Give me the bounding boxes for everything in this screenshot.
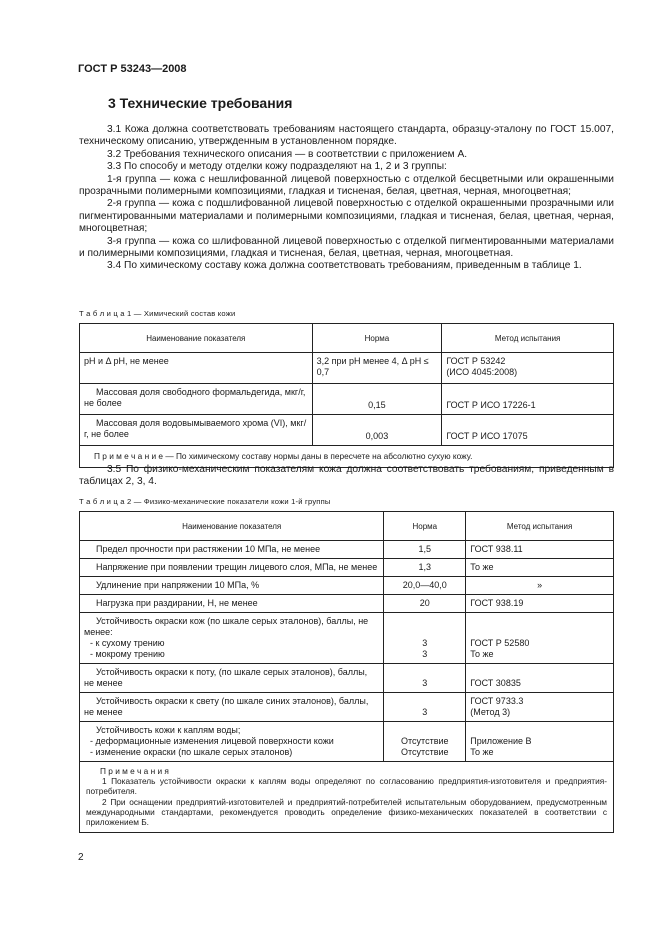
column-header: Метод испытания [466,512,614,541]
table1-caption: Т а б л и ц а 1 — Химический состав кожи [79,309,236,318]
table-row [80,559,614,577]
table-cell: ГОСТ 938.19 [466,595,614,613]
table-row [80,353,614,384]
table-notes [80,762,614,833]
table-notes-row [80,762,614,833]
table-cell: 0,003 [312,415,442,446]
sub-item: - деформационные изменения лицевой поверхности кожи [90,736,334,746]
table-cell: 3 [384,664,466,693]
table2-caption: Т а б л и ц а 2 — Физико-механические показатели кожи 1-й группы [79,497,331,506]
sub-value: То же [470,649,494,659]
table-cell [384,613,466,664]
paragraph: 3.3 По способу и методу отделки кожу подразделяют на 1, 2 и 3 группы: [107,161,447,173]
table1 [79,323,614,468]
table-cell: Массовая доля водовымываемого хрома (VI), мкг/г, не более [80,415,313,446]
note-item: 2 При оснащении предприятий-изготовителей и предприятий-потребителей испытательным оборудованием, предусмотренным международными стандартами, рекомендуется проводить определение физико-механических показателей в соответствии с приложением Б. [86,796,607,828]
table-row [80,722,614,762]
sub-value: Отсутствие [401,736,449,746]
table-cell: Удлинение при напряжении 10 МПа, % [80,577,384,595]
sub-item: - к сухому трению [90,638,165,648]
table-header-row [80,324,614,353]
table2 [79,511,614,833]
paragraph: 3.1 Кожа должна соответствовать требованиям настоящего стандарта, образцу-эталону по ГОСТ 15.007, техническому описанию, утвержденным в установленном порядке. [79,124,614,148]
document-code: ГОСТ Р 53243—2008 [78,63,187,75]
paragraph: 1-я группа — кожа с нешлифованной лицевой поверхностью с отделкой бесцветными или окрашенными прозрачными полимерными композициями, гладкая и тисненая, белая, цветная, черная, многоцветная; [79,173,614,198]
paragraph: 2-я группа — кожа с подшлифованной лицевой поверхностью с отделкой окрашенными прозрачными или пигментированными материалами и полимерными композициями, гладкая и тисненая, белая, цветная, черная, многоцветная; [79,198,614,235]
column-header: Норма [312,324,442,353]
table-cell: рН и Δ рН, не менее [80,353,313,384]
table-note: П р и м е ч а н и е — По химическому составу нормы даны в пересчете на абсолютно сухую кожу. [80,446,614,468]
table-row [80,693,614,722]
table-cell [466,613,614,664]
table-cell [80,613,384,664]
note-item: 1 Показатель устойчивости окраски к каплям воды определяют по согласованию предприятия-изготовителя и предприятия-потребителя. [86,776,607,797]
table-cell: Напряжение при появлении трещин лицевого слоя, МПа, не менее [80,559,384,577]
column-header: Норма [384,512,466,541]
table-cell: 20,0—40,0 [384,577,466,595]
table-cell: Устойчивость окраски к свету (по шкале синих эталонов), баллы, не менее [80,693,384,722]
sub-value: 3 [422,638,428,648]
table-row [80,595,614,613]
table-row [80,664,614,693]
notes-title: П р и м е ч а н и я [100,766,169,776]
table-cell: ГОСТ Р 53242 (ИСО 4045:2008) [442,353,614,384]
table-row [80,384,614,415]
paragraph: 3.2 Требования технического описания — в соответствии с приложением А. [107,148,468,160]
table-cell: ГОСТ 938.11 [466,541,614,559]
table-cell: Массовая доля свободного формальдегида, мкг/г, не более [80,384,313,415]
table-cell [80,722,384,762]
table-cell: 0,15 [312,384,442,415]
sub-value: 3 [422,649,428,659]
table-cell: 3,2 при рН менее 4, Δ рН ≤ 0,7 [312,353,442,384]
table-cell: » [466,577,614,595]
table-cell: 3 [384,693,466,722]
paragraph: 3.4 По химическому составу кожа должна соответствовать требованиям, приведенным в таблице 1. [107,260,582,272]
column-header: Наименование показателя [80,324,313,353]
table-cell: 1,3 [384,559,466,577]
column-header: Наименование показателя [80,512,384,541]
table-cell: ГОСТ 30835 [466,664,614,693]
table-cell: ГОСТ Р ИСО 17226-1 [442,384,614,415]
table-cell: ГОСТ 9733.3 (Метод 3) [466,693,614,722]
table-cell: То же [466,559,614,577]
table-cell: Устойчивость окраски к поту, (по шкале серых эталонов), баллы, не менее [80,664,384,693]
table-cell: 1,5 [384,541,466,559]
table-cell [466,722,614,762]
table-cell: ГОСТ Р ИСО 17075 [442,415,614,446]
sub-item: - изменение окраски (по шкале серых эталонов) [90,747,293,757]
table-cell [384,722,466,762]
paragraph-3-5 [79,464,614,489]
table-cell: Нагрузка при раздирании, Н, не менее [80,595,384,613]
table-row [80,415,614,446]
column-header: Метод испытания [442,324,614,353]
table-cell: 20 [384,595,466,613]
sub-value: То же [470,747,494,757]
table-row [80,577,614,595]
sub-value: ГОСТ Р 52580 [470,638,530,648]
table-header-row [80,512,614,541]
table-cell: Предел прочности при растяжении 10 МПа, не менее [80,541,384,559]
sub-value: Отсутствие [401,747,449,757]
section-title: 3 Технические требования [108,95,293,111]
table-row [80,613,614,664]
sub-value: Приложение В [470,736,532,746]
row-label: Устойчивость окраски кож (по шкале серых эталонов), баллы, не менее: [84,616,369,637]
paragraph: 3.5 По физико-механическим показателям кожа должна соответствовать требованиям, приведенным в таблицах 2, 3, 4. [79,464,614,488]
paragraph: 3-я группа — кожа со шлифованной лицевой поверхностью с отделкой пигментированными материалами и полимерными композициями, гладкая и тисненая, белая, цветная, черная, многоцветная. [79,235,614,260]
row-label: Устойчивость кожи к каплям воды; [96,725,241,735]
page-number: 2 [78,852,84,863]
sub-item: - мокрому трению [90,649,165,659]
table-row [80,541,614,559]
section-body [79,124,614,273]
